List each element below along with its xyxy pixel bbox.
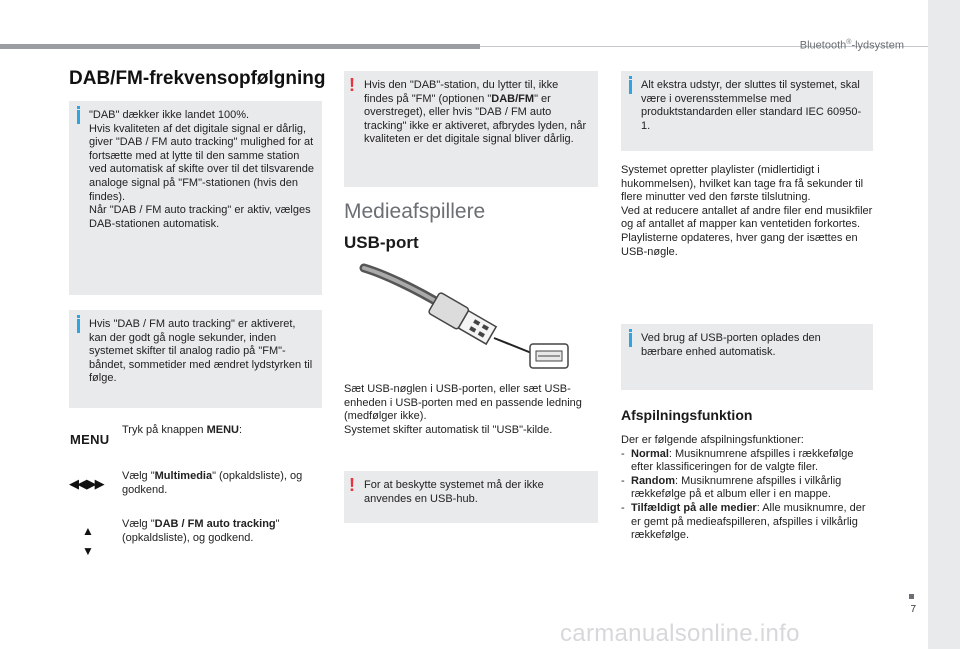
warning-icon: ! — [349, 475, 355, 495]
warning-text-usb-hub: For at beskytte systemet må der ikke anvendes en USB-hub. — [364, 479, 544, 505]
info-icon — [629, 333, 632, 347]
info-icon — [77, 110, 80, 124]
warning-box-dab — [344, 71, 598, 187]
usb-instructions: Sæt USB-nøglen i USB-porten, eller sæt USB-enheden i USB-porten med en passende ledning (medfølger ikke). Systemet skifter automatisk til "USB"-kilde. — [344, 383, 582, 436]
page-number: 7 — [910, 604, 916, 615]
info-box-standard — [621, 71, 873, 151]
warning-box-usb-hub — [344, 471, 598, 523]
header-bar — [0, 44, 480, 49]
step-select-tracking: Vælg "DAB / FM auto tracking" (opkaldsliste), og godkend. — [122, 518, 280, 544]
info-text-standard: Alt ekstra udstyr, der sluttes til systemet, skal være i overensstemmelse med produktstandarden eller standard IEC 60950-1. — [641, 79, 862, 132]
page-marker-icon — [909, 594, 914, 599]
section-title: Bluetooth®-lydsystem — [799, 39, 904, 52]
left-right-arrows-icon: ◀◀ ▶▶ — [69, 476, 103, 491]
watermark: carmanualsonline.info — [560, 620, 800, 647]
up-down-arrows-icon: ▲ ▼ — [82, 524, 94, 558]
info-text-tracking: Hvis "DAB / FM auto tracking" er aktiveret, kan der godt gå nogle sekunder, inden systemet skifter til analog radio på "FM"-båndet, sommetider med ændret lydstyrken til følge. — [89, 318, 313, 385]
warning-text-dab: Hvis den "DAB"-station, du lytter til, ikke findes på "FM" (optionen "DAB/FM" er overstreget), eller hvis "DAB / FM auto tracking" ikke er aktiveret, afbrydes lyden, når kvaliteten er det digitale signal bliver dårlig. — [364, 79, 587, 146]
info-text-dab: "DAB" dækker ikke landet 100%. Hvis kvaliteten af det digitale signal er dårlig, giver "DAB / FM auto tracking" mulighed for at fortsætte med at lytte til den samme station ved automatisk af skifte over til det tilsvarende analoge signal på "FM"-stationen (hvis den findes). Når "DAB / FM auto tracking" er aktiv, vælges DAB-stationen automatisk. — [89, 109, 314, 230]
menu-button-icon: MENU — [70, 432, 110, 447]
playback-intro: Der er følgende afspilningsfunktioner: — [621, 434, 804, 446]
side-strip — [928, 0, 960, 649]
mode-random: - Random: Musiknumrene afspilles i vilkårlig rækkefølge på et album eller i en mappe. — [621, 474, 842, 501]
info-icon — [77, 319, 80, 333]
playback-mode-title: Afspilningsfunktion — [621, 407, 753, 423]
playback-modes — [621, 434, 875, 543]
playlist-text: Systemet opretter playlister (midlertidigt i hukommelsen), hvilket kan tage fra få sekunder til flere minutter ved den første tilslutning. Ved at reducere antallet af andre filer end musikfiler og af antallet af mapper kan ventetiden forkortes. Playlisterne opdateres, hver gang der isættes en USB-nøgle. — [621, 164, 873, 258]
usb-plug-illustration — [344, 258, 584, 378]
media-players-title: Medieafspillere — [344, 200, 486, 223]
info-icon — [629, 80, 632, 94]
dab-fm-title: DAB/FM-frekvensopfølgning — [69, 68, 326, 89]
usb-port-title: USB-port — [344, 233, 419, 252]
step-press-menu: Tryk på knappen MENU: — [122, 424, 243, 436]
info-box-charging — [621, 324, 873, 390]
warning-icon: ! — [349, 75, 355, 95]
info-box-dab — [69, 101, 322, 295]
info-box-tracking — [69, 310, 322, 408]
mode-normal: - Normal: Musiknumrene afspilles i rækkefølge efter klassificeringen for de valgte filer. — [621, 447, 854, 474]
mode-random-all: - Tilfældigt på alle medier: Alle musiknumre, der er gemt på medieafspilleren, afspilles i vilkårlig rækkefølge. — [621, 501, 866, 542]
step-select-multimedia: Vælg "Multimedia" (opkaldsliste), og godkend. — [122, 470, 303, 496]
info-text-charging: Ved brug af USB-porten oplades den bærbare enhed automatisk. — [641, 332, 821, 358]
